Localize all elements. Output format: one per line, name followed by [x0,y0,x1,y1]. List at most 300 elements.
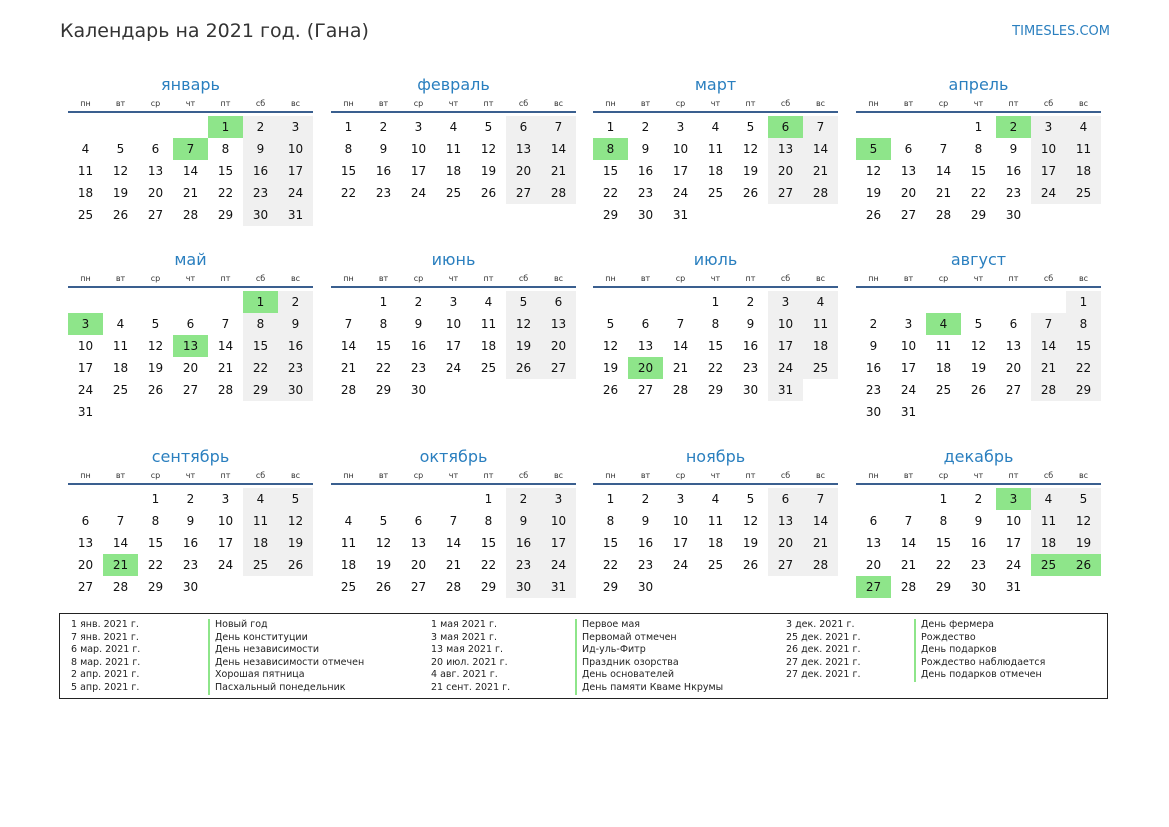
day-cell: 23 [506,554,541,576]
day-cell: 9 [641,142,650,156]
holiday-date: 25 дек. 2021 г. [786,631,861,643]
day-cell: 20 [410,558,427,572]
day-cell: 30 [182,580,199,594]
day-cell: 20 [1005,361,1022,375]
weekday-label: вт [640,274,651,283]
days-grid [856,116,1101,226]
day-cell: 24 [217,558,234,572]
day-cell: 27 [147,208,164,222]
holiday-name: Первомай отмечен [575,632,723,645]
days-grid [331,116,576,204]
holiday-day-cell: 21 [103,554,138,576]
brand-link[interactable]: TIMESLES.COM [1012,24,1110,39]
day-cell: 11 [935,339,952,353]
day-cell: 17 [1005,536,1022,550]
day-cell: 16 [506,532,541,554]
weekday-label: вт [378,99,389,108]
holiday-date: 7 янв. 2021 г. [71,631,139,643]
day-cell: 12 [375,536,392,550]
day-cell: 15 [217,164,234,178]
days-grid [593,488,838,598]
month-name: декабрь [943,447,1014,466]
day-cell: 12 [970,339,987,353]
month-name: июль [693,250,738,269]
day-cell: 31 [768,379,803,401]
day-cell: 9 [974,514,983,528]
day-cell: 23 [637,558,654,572]
weekday-label: вс [1078,274,1089,283]
day-cell: 11 [1031,510,1066,532]
day-cell: 26 [865,208,882,222]
weekday-label: пн [80,274,91,283]
weekday-label: пт [483,274,494,283]
weekday-label: чт [448,471,459,480]
holiday-day-cell: 8 [593,138,628,160]
holiday-day-cell: 3 [68,313,103,335]
weekday-label: вт [903,99,914,108]
day-cell: 26 [112,208,129,222]
day-cell: 11 [1066,138,1101,160]
day-cell: 20 [77,558,94,572]
day-cell: 28 [803,554,838,576]
day-cell: 10 [410,142,427,156]
day-cell: 18 [1031,532,1066,554]
day-cell: 30 [1005,208,1022,222]
month-name: февраль [417,75,490,94]
day-cell: 21 [803,532,838,554]
day-cell: 22 [602,186,619,200]
weekday-label: пн [80,471,91,480]
day-cell: 19 [742,536,759,550]
day-cell: 30 [637,208,654,222]
weekday-label: вс [815,274,826,283]
day-cell: 18 [77,186,94,200]
holiday-name: День конституции [208,632,364,645]
holiday-names-col-3 [914,619,1045,682]
day-cell: 24 [445,361,462,375]
weekday-label: сб [518,99,529,108]
weekday-label: вт [903,274,914,283]
day-cell: 9 [379,142,388,156]
day-cell: 21 [672,361,689,375]
day-cell: 25 [1066,182,1101,204]
day-cell: 20 [506,160,541,182]
day-cell: 6 [641,317,650,331]
day-cell: 1 [974,120,983,134]
weekday-label: вс [815,99,826,108]
day-cell: 6 [904,142,913,156]
weekday-label: вс [290,471,301,480]
holiday-day-cell: 20 [628,357,663,379]
day-cell: 22 [147,558,164,572]
day-cell: 30 [278,379,313,401]
holiday-day-cell: 13 [173,335,208,357]
weekday-label: сб [518,274,529,283]
day-cell: 26 [375,580,392,594]
day-cell: 10 [672,142,689,156]
day-cell: 12 [112,164,129,178]
day-cell: 17 [445,339,462,353]
day-cell: 2 [974,492,983,506]
weekday-label: пн [605,471,616,480]
holiday-date: 21 сент. 2021 г. [431,681,511,693]
weekday-label: вт [903,471,914,480]
day-cell: 25 [445,186,462,200]
day-cell: 6 [869,514,878,528]
weekday-label: ср [150,274,161,283]
holiday-day-cell: 6 [768,116,803,138]
day-cell: 31 [541,576,576,598]
weekday-label: вс [553,99,564,108]
weekday-label: ср [413,274,424,283]
day-cell: 5 [606,317,615,331]
day-cell: 2 [414,295,423,309]
holiday-date: 3 дек. 2021 г. [786,619,855,630]
day-cell: 6 [414,514,423,528]
day-cell: 29 [970,208,987,222]
day-cell: 1 [484,492,493,506]
days-grid [331,488,576,598]
weekday-label: пн [605,99,616,108]
holiday-name: Рождество наблюдается [914,657,1045,670]
day-cell: 18 [707,164,724,178]
day-cell: 29 [707,383,724,397]
day-cell: 13 [410,536,427,550]
holiday-date: 27 дек. 2021 г. [786,656,861,668]
weekday-header [856,468,1101,485]
day-cell: 7 [344,317,353,331]
day-cell: 7 [1031,313,1066,335]
day-cell: 30 [506,576,541,598]
weekday-label: вт [640,99,651,108]
holiday-date: 6 мар. 2021 г. [71,644,141,656]
day-cell: 5 [484,120,493,134]
weekday-header [593,96,838,113]
day-cell: 28 [217,383,234,397]
day-cell: 5 [506,291,541,313]
day-cell: 10 [1005,514,1022,528]
holiday-name: Праздник озорства [575,657,723,670]
day-cell: 21 [340,361,357,375]
day-cell: 26 [742,186,759,200]
day-cell: 31 [77,405,94,419]
month-name: апрель [948,75,1009,94]
day-cell: 12 [506,313,541,335]
holiday-name: Первое мая [575,619,723,632]
month-name: август [950,250,1007,269]
day-cell: 26 [970,383,987,397]
day-cell: 18 [803,335,838,357]
day-cell: 12 [742,514,759,528]
day-cell: 24 [278,182,313,204]
day-cell: 30 [243,204,278,226]
weekday-label: чт [185,274,196,283]
day-cell: 1 [939,492,948,506]
holiday-name: Пасхальный понедельник [208,682,364,695]
weekday-label: сб [1043,471,1054,480]
weekday-label: ср [413,471,424,480]
day-cell: 28 [541,182,576,204]
day-cell: 25 [480,361,497,375]
day-cell: 23 [1005,186,1022,200]
day-cell: 23 [410,361,427,375]
weekday-label: вт [115,99,126,108]
holiday-dates-col-2 [431,619,510,695]
day-cell: 21 [541,160,576,182]
day-cell: 30 [742,383,759,397]
day-cell: 15 [602,164,619,178]
weekday-label: чт [185,99,196,108]
day-cell: 15 [375,339,392,353]
day-cell: 3 [278,116,313,138]
holiday-date: 2 апр. 2021 г. [71,669,140,681]
day-cell: 22 [480,558,497,572]
day-cell: 5 [278,488,313,510]
day-cell: 16 [865,361,882,375]
day-cell: 1 [606,492,615,506]
holiday-date: 4 авг. 2021 г. [431,669,498,681]
day-cell: 29 [602,580,619,594]
day-cell: 25 [707,186,724,200]
day-cell: 8 [606,514,615,528]
day-cell: 2 [869,317,878,331]
holiday-name: День независимости отмечен [208,657,364,670]
day-cell: 25 [340,580,357,594]
weekday-label: пн [868,471,879,480]
day-cell: 6 [768,488,803,510]
day-cell: 8 [221,142,230,156]
weekday-label: сб [780,99,791,108]
holiday-names-col-1 [208,619,364,695]
day-cell: 18 [243,532,278,554]
day-cell: 11 [112,339,129,353]
day-cell: 4 [81,142,90,156]
day-cell: 17 [217,536,234,550]
day-cell: 31 [1005,580,1022,594]
day-cell: 16 [1005,164,1022,178]
weekday-header [68,468,313,485]
day-cell: 19 [112,186,129,200]
holiday-date: 3 мая 2021 г. [431,631,497,643]
day-cell: 5 [379,514,388,528]
day-cell: 20 [865,558,882,572]
weekday-label: сб [780,274,791,283]
month-4 [856,74,1101,226]
weekday-label: сб [518,471,529,480]
day-cell: 18 [112,361,129,375]
day-cell: 4 [1031,488,1066,510]
day-cell: 24 [1005,558,1022,572]
holiday-date: 13 мая 2021 г. [431,644,504,656]
day-cell: 24 [900,383,917,397]
day-cell: 15 [243,335,278,357]
day-cell: 17 [672,164,689,178]
weekday-header [856,271,1101,288]
day-cell: 22 [707,361,724,375]
weekday-label: ср [413,99,424,108]
day-cell: 18 [340,558,357,572]
weekday-label: ср [675,274,686,283]
holiday-name: День фермера [914,619,1045,632]
day-cell: 22 [970,186,987,200]
day-cell: 1 [379,295,388,309]
day-cell: 16 [970,536,987,550]
day-cell: 11 [707,514,724,528]
day-cell: 20 [768,532,803,554]
day-cell: 2 [243,116,278,138]
holiday-day-cell: 5 [856,138,891,160]
day-cell: 3 [414,120,423,134]
day-cell: 17 [900,361,917,375]
day-cell: 14 [672,339,689,353]
holiday-day-cell: 3 [996,488,1031,510]
day-cell: 2 [641,120,650,134]
weekday-label: чт [710,274,721,283]
day-cell: 27 [900,208,917,222]
day-cell: 16 [742,339,759,353]
month-3 [593,74,838,226]
month-name: январь [161,75,220,94]
weekday-label: пт [745,471,756,480]
day-cell: 22 [1066,357,1101,379]
holiday-name: Новый год [208,619,364,632]
day-cell: 9 [869,339,878,353]
day-cell: 15 [935,536,952,550]
day-cell: 27 [410,580,427,594]
holiday-day-cell: 2 [996,116,1031,138]
day-cell: 11 [480,317,497,331]
day-cell: 19 [865,186,882,200]
weekday-label: сб [255,471,266,480]
day-cell: 26 [506,357,541,379]
weekday-label: сб [255,274,266,283]
day-cell: 12 [742,142,759,156]
day-cell: 4 [449,120,458,134]
holiday-name: День подарков отмечен [914,669,1045,682]
weekday-label: чт [973,274,984,283]
day-cell: 4 [484,295,493,309]
weekday-label: ср [675,99,686,108]
weekday-label: вт [640,471,651,480]
day-cell: 25 [935,383,952,397]
holiday-day-cell: 1 [208,116,243,138]
weekday-label: ср [150,99,161,108]
day-cell: 8 [379,317,388,331]
day-cell: 27 [182,383,199,397]
day-cell: 28 [340,383,357,397]
day-cell: 19 [147,361,164,375]
days-grid [593,116,838,226]
weekday-label: пт [745,274,756,283]
weekday-label: пн [868,99,879,108]
day-cell: 25 [112,383,129,397]
day-cell: 7 [116,514,125,528]
day-cell: 15 [602,536,619,550]
holiday-name: Рождество [914,632,1045,645]
day-cell: 7 [939,142,948,156]
day-cell: 17 [672,536,689,550]
day-cell: 23 [182,558,199,572]
days-grid [68,488,313,598]
day-cell: 3 [768,291,803,313]
day-cell: 22 [340,186,357,200]
weekday-label: вс [290,274,301,283]
day-cell: 16 [243,160,278,182]
day-cell: 11 [340,536,357,550]
day-cell: 14 [340,339,357,353]
day-cell: 15 [340,164,357,178]
month-8 [856,249,1101,423]
day-cell: 27 [541,357,576,379]
day-cell: 21 [182,186,199,200]
weekday-label: пт [745,99,756,108]
day-cell: 17 [768,335,803,357]
day-cell: 8 [484,514,493,528]
day-cell: 13 [865,536,882,550]
day-cell: 8 [1066,313,1101,335]
day-cell: 9 [641,514,650,528]
day-cell: 9 [186,514,195,528]
day-cell: 7 [803,488,838,510]
month-10 [331,446,576,598]
day-cell: 8 [243,313,278,335]
day-cell: 29 [480,580,497,594]
weekday-label: пт [1008,471,1019,480]
day-cell: 31 [672,208,689,222]
day-cell: 18 [480,339,497,353]
day-cell: 18 [445,164,462,178]
month-9 [68,446,313,598]
day-cell: 11 [803,313,838,335]
days-grid [593,291,838,401]
month-name: март [694,75,737,94]
day-cell: 19 [278,532,313,554]
day-cell: 3 [676,492,685,506]
day-cell: 17 [77,361,94,375]
day-cell: 10 [672,514,689,528]
day-cell: 21 [217,361,234,375]
day-cell: 7 [676,317,685,331]
day-cell: 13 [506,138,541,160]
weekday-label: вт [378,471,389,480]
day-cell: 1 [1066,291,1101,313]
holiday-date: 8 мар. 2021 г. [71,656,141,668]
day-cell: 19 [1066,532,1101,554]
day-cell: 16 [182,536,199,550]
holiday-day-cell: 4 [926,313,961,335]
day-cell: 25 [803,357,838,379]
holiday-dates-col-1 [71,619,140,695]
day-cell: 23 [970,558,987,572]
day-cell: 19 [506,335,541,357]
day-cell: 19 [602,361,619,375]
day-cell: 18 [707,536,724,550]
day-cell: 24 [541,554,576,576]
holiday-day-cell: 27 [856,576,891,598]
day-cell: 24 [77,383,94,397]
day-cell: 25 [77,208,94,222]
day-cell: 21 [900,558,917,572]
day-cell: 14 [900,536,917,550]
weekday-label: пт [483,99,494,108]
day-cell: 27 [768,554,803,576]
day-cell: 19 [375,558,392,572]
day-cell: 28 [112,580,129,594]
day-cell: 20 [147,186,164,200]
day-cell: 25 [243,554,278,576]
day-cell: 24 [768,357,803,379]
day-cell: 3 [676,120,685,134]
